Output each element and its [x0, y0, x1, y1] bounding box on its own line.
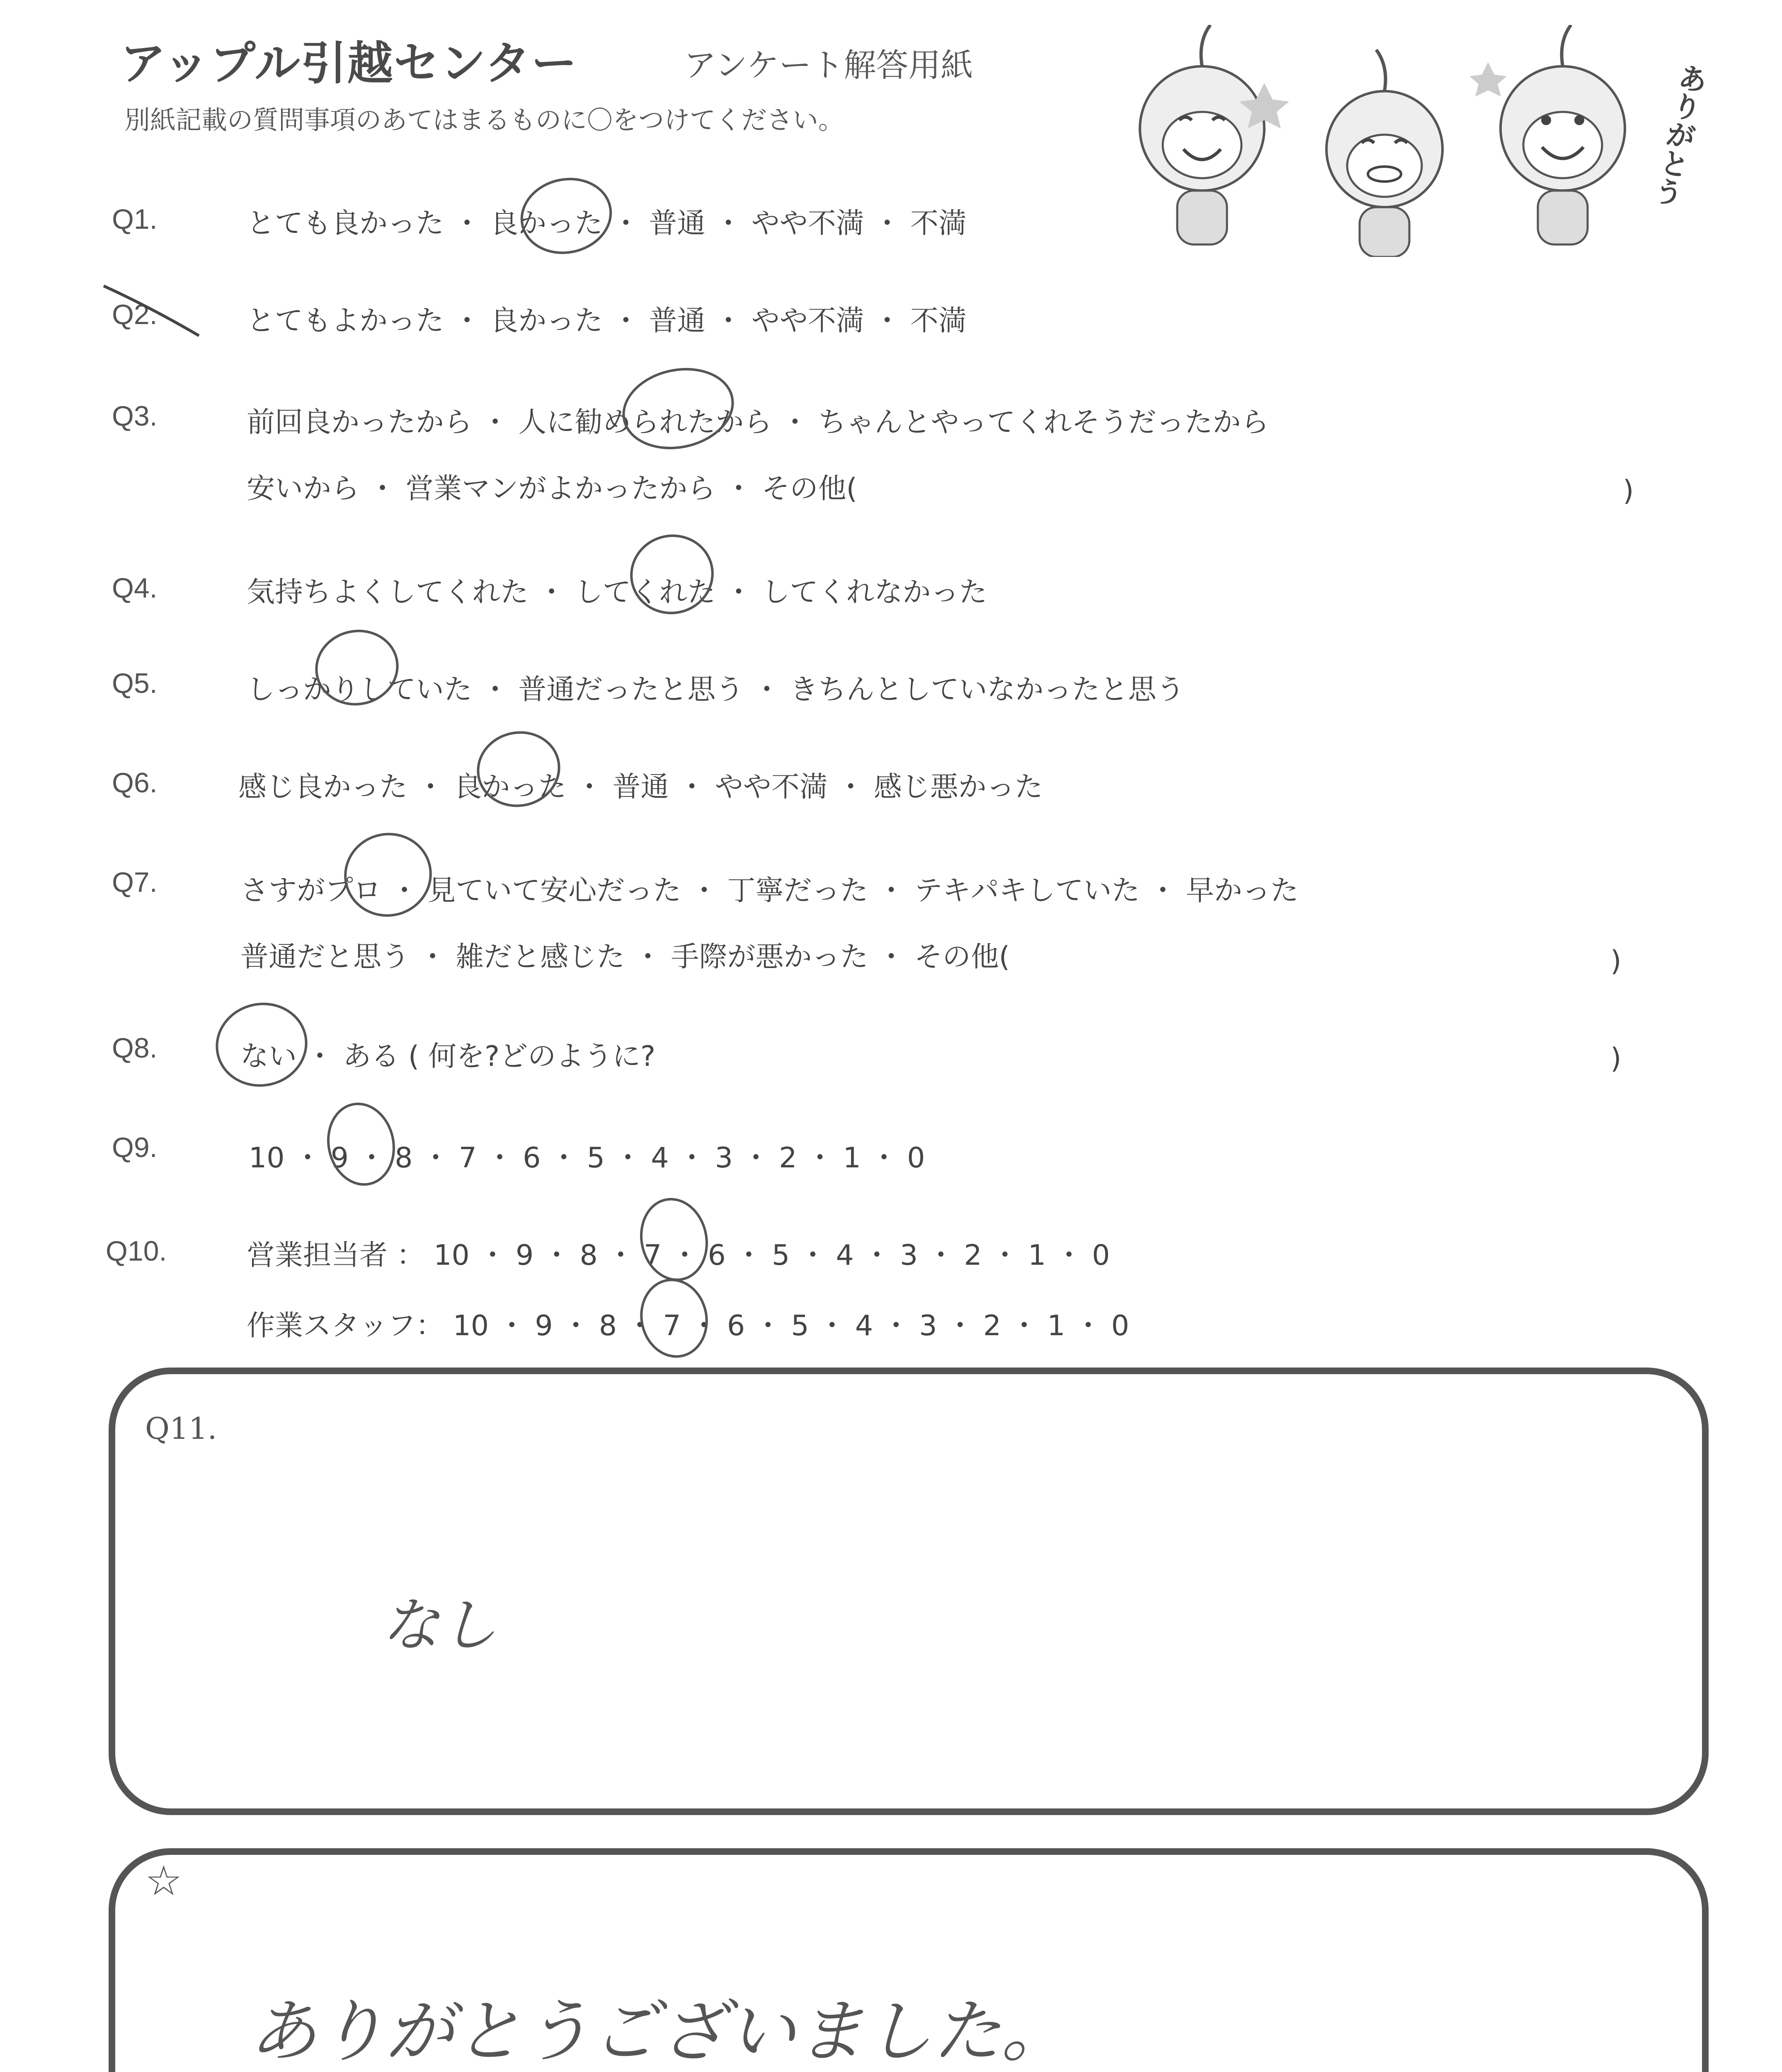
question-label: Q6. [112, 767, 158, 799]
mascot-monkeys-illustration [1127, 25, 1708, 257]
close-paren: ) [1623, 474, 1634, 507]
q11-label: Q11. [145, 1411, 217, 1446]
strike-mark [99, 278, 207, 344]
question-label: Q3. [112, 400, 158, 432]
question-options[interactable]: さすがプロ ・ 見ていて安心だった ・ 丁寧だった ・ テキパキしていた ・ 早かった [240, 874, 1299, 907]
close-paren: ) [1610, 1042, 1622, 1075]
question-label: Q4. [112, 572, 158, 604]
question-options[interactable]: 10 ・ 9 ・ 8 ・ 7 ・ 6 ・ 5 ・ 4 ・ 3 ・ 2 ・ 1 ・ 0 [249, 1142, 925, 1174]
form-title: アップル引越センター [120, 37, 578, 90]
q11-handwritten-answer: なし [381, 1592, 498, 1659]
question-label: Q2. [112, 299, 158, 330]
question-options[interactable]: 気持ちよくしてくれた ・ してくれた ・ してくれなかった [247, 576, 987, 609]
answer-circle-mark [320, 1096, 402, 1192]
question-options[interactable]: 営業担当者 ： 10 ・ 9 ・ 8 ・ 7 ・ 6 ・ 5 ・ 4 ・ 3 ・ 2 ・ 1 ・ 0 [247, 1239, 1110, 1272]
question-options[interactable]: とてもよかった ・ 良かった ・ 普通 ・ やや不満 ・ 不満 [247, 305, 967, 337]
question-options[interactable]: 普通だと思う ・ 雑だと感じた ・ 手際が悪かった ・ その他( [240, 941, 1010, 973]
form-subtitle: アンケート解答用紙 [684, 47, 973, 84]
question-label: Q7. [112, 867, 158, 898]
answer-circle-mark [514, 169, 619, 262]
question-label: Q5. [112, 668, 158, 699]
answer-circle-mark [336, 825, 439, 925]
answer-circle-mark [633, 1272, 715, 1364]
q11-comment-box[interactable] [109, 1368, 1709, 1815]
question-options[interactable]: 作業スタッフ： 10 ・ 9 ・ 8 ・ 7 ・ 6 ・ 5 ・ 4 ・ 3 ・ 2 ・ 1 ・ 0 [247, 1310, 1130, 1342]
question-label: Q8. [112, 1032, 158, 1064]
question-options[interactable]: 感じ良かった ・ 良かった ・ 普通 ・ やや不満 ・ 感じ悪かった [238, 771, 1043, 804]
answer-circle-mark [208, 994, 315, 1095]
question-options[interactable]: とても良かった ・ 良かった ・ 普通 ・ やや不満 ・ 不満 [247, 207, 967, 240]
question-label: Q1. [112, 203, 158, 235]
question-options[interactable]: ない ・ ある ( 何を?どのように? [240, 1040, 656, 1073]
form-instructions: 別紙記載の質問事項のあてはまるものに〇をつけてください。 [124, 105, 844, 135]
question-options[interactable]: 前回良かったから ・ 人に勧められたから ・ ちゃんとやってくれそうだったから [247, 406, 1269, 439]
close-paren: ) [1610, 945, 1622, 978]
question-label: Q10. [106, 1235, 167, 1267]
question-label: Q9. [112, 1132, 158, 1163]
answer-circle-mark [615, 358, 742, 459]
question-options[interactable]: しっかりしていた ・ 普通だったと思う ・ きちんとしていなかったと思う [247, 673, 1185, 706]
star-icon: ☆ [145, 1857, 182, 1905]
mascot-caption: ありがとう [1647, 60, 1711, 209]
message-handwritten: ありがとうございました。 [249, 1992, 1069, 2071]
question-options[interactable]: 安いから ・ 営業マンがよかったから ・ その他( [247, 472, 857, 505]
